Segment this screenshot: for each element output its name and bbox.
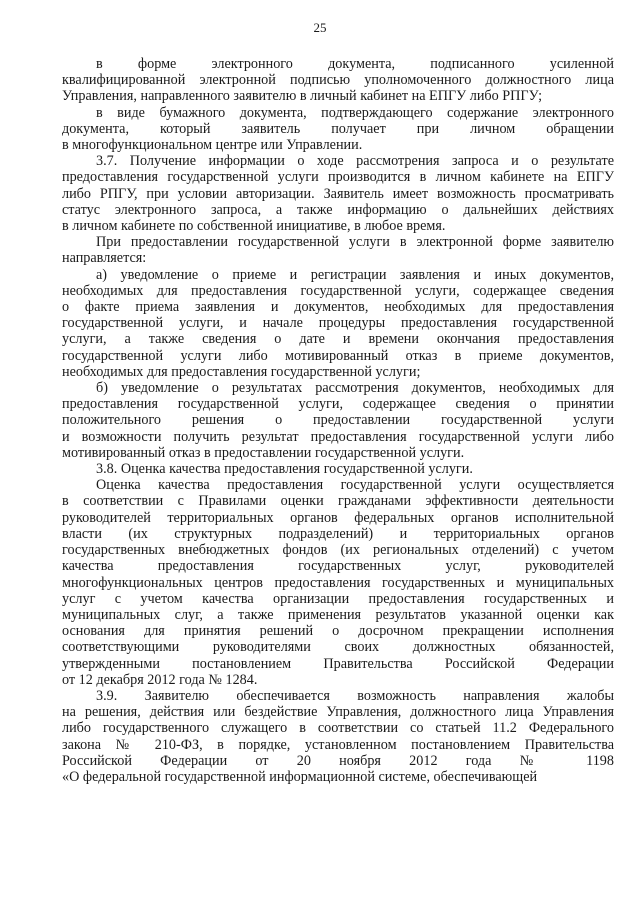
text-line: Российской Федерации от 20 ноября 2012 года № 1198 <box>62 752 614 769</box>
text-line: и возможности получить результат предоставления государственной услуги либо <box>62 428 614 445</box>
text-line: утвержденными постановлением Правительства Российской Федерации <box>62 655 614 672</box>
paragraph <box>62 477 614 688</box>
text-line: «О федеральной государственной информационной системе, обеспечивающей <box>62 768 538 785</box>
text-line: государственной услуги либо мотивированный отказ в приеме документов, <box>62 347 614 364</box>
text-line: в форме электронного документа, подписанного усиленной <box>96 56 614 72</box>
text-line: либо РПГУ, при условии авторизации. Заявитель имеет возможность просматривать <box>62 185 614 202</box>
text-line: многофункциональных центров предоставления государственных и муниципальных <box>62 574 614 591</box>
text-line: в виде бумажного документа, подтверждающего содержание электронного <box>96 104 614 121</box>
text-line: основания для принятия решений о досрочном прекращении исполнения <box>62 623 614 640</box>
text-line: услуг с учетом качества организации предоставления государственных и <box>62 590 614 607</box>
text-line: предоставления государственной услуги производится в личном кабинете на ЕПГУ <box>62 169 614 186</box>
text-line: руководителей территориальных органов федеральных органов исполнительной <box>62 509 614 526</box>
text-line: муниципальных слуг, а также применения результатов указанной оценки как <box>62 606 614 623</box>
document-body <box>62 56 614 785</box>
paragraph <box>62 461 614 477</box>
text-line: государственной услуги, и начале процедуры предоставления государственной <box>62 315 614 332</box>
text-line: в многофункциональном центре или Управлении. <box>62 137 363 154</box>
text-line: 3.7. Получение информации о ходе рассмотрения запроса и о результате <box>96 153 614 170</box>
text-line: положительного решения о предоставлении государственной услуги <box>62 412 614 429</box>
text-line: услуги, а также сведения о дате и времени окончания предоставления <box>62 331 614 348</box>
text-line: соответствующими руководителями своих должностных обязанностей, <box>62 639 614 656</box>
paragraph <box>62 234 614 266</box>
text-line: мотивированный отказ в предоставлении государственной услуги. <box>62 444 465 461</box>
text-line: 3.9. Заявителю обеспечивается возможность направления жалобы <box>96 687 614 704</box>
text-line: либо государственного служащего в соответствии со статьей 11.2 Федерального <box>62 720 614 737</box>
paragraph <box>62 267 614 380</box>
text-line: квалифицированной электронной подписью уполномоченного должностного лица <box>62 72 614 89</box>
text-line: о факте приема заявления и документов, необходимых для предоставления <box>62 299 614 316</box>
text-line: статус электронного запроса, а также информацию о дальнейших действиях <box>62 201 614 218</box>
text-line: 3.8. Оценка качества предоставления государственной услуги. <box>96 461 473 478</box>
text-line: Оценка качества предоставления государственной услуги осуществляется <box>96 477 614 494</box>
paragraph <box>62 105 614 154</box>
text-line: При предоставлении государственной услуги в электронной форме заявителю <box>96 234 614 251</box>
text-line: от 12 декабря 2012 года № 1284. <box>62 671 258 688</box>
paragraph <box>62 688 614 785</box>
paragraph <box>62 153 614 234</box>
text-line: документа, который заявитель получает при личном обращении <box>62 120 614 137</box>
text-line: предоставления государственной услуги, содержащее сведения о принятии <box>62 396 614 413</box>
text-line: необходимых для предоставления государственной услуги; <box>62 363 421 380</box>
text-line: закона № 210-ФЗ, в порядке, установленном постановлением Правительства <box>62 736 614 753</box>
text-line: б) уведомление о результатах рассмотрения документов, необходимых для <box>96 380 614 397</box>
text-line: а) уведомление о приеме и регистрации заявления и иных документов, <box>96 266 614 283</box>
text-line: в соответствии с Правилами оценки гражданами эффективности деятельности <box>62 493 614 510</box>
text-line: в личном кабинете по собственной инициативе, в любое время. <box>62 218 446 235</box>
text-line: необходимых для предоставления государственной услуги, содержащее сведения <box>62 282 614 299</box>
text-line: государственных внебюджетных фондов (их региональных отделений) с учетом <box>62 542 614 559</box>
text-line: качества предоставления государственных услуг, руководителей <box>62 558 614 575</box>
text-line: власти (их структурных подразделений) и территориальных органов <box>62 525 614 542</box>
paragraph <box>62 380 614 461</box>
text-line: на решения, действия или бездействие Управления, должностного лица Управления <box>62 704 614 721</box>
text-line: направляется: <box>62 250 147 267</box>
text-line: Управления, направленного заявителю в личный кабинет на ЕПГУ либо РПГУ; <box>62 88 543 105</box>
page-number: 25 <box>313 20 327 35</box>
paragraph <box>62 56 614 105</box>
